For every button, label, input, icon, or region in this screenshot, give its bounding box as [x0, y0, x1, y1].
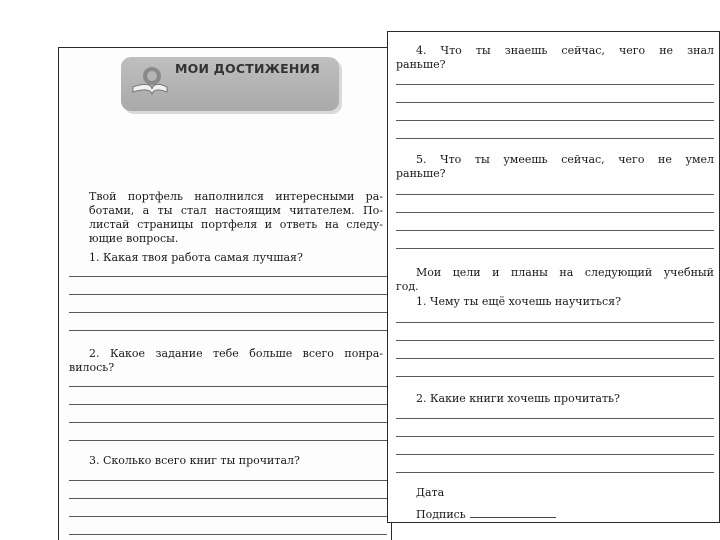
question-3: 3. Сколько всего книг ты прочитал?	[89, 454, 300, 467]
plan-question-2: 2. Какие книги хочешь прочитать?	[416, 392, 620, 405]
answer-line[interactable]	[396, 418, 714, 419]
answer-line[interactable]	[396, 340, 714, 341]
answer-line[interactable]	[396, 472, 714, 473]
answer-line[interactable]	[396, 436, 714, 437]
answer-line[interactable]	[396, 454, 714, 455]
signature-label: Подпись	[416, 508, 466, 521]
left-page	[58, 47, 392, 540]
question-1: 1. Какая твоя работа самая лучшая?	[89, 251, 303, 264]
signature-field[interactable]	[470, 507, 556, 518]
achievements-banner	[121, 57, 339, 111]
answer-line[interactable]	[396, 194, 714, 195]
intro-line-2: ботами, а ты стал настоящим читателем. По-	[89, 204, 383, 217]
question-2-line-2: вилось?	[69, 361, 115, 374]
banner-title: МОИ ДОСТИЖЕНИЯ	[175, 61, 320, 76]
answer-line[interactable]	[69, 480, 387, 481]
right-page	[387, 31, 720, 523]
answer-line[interactable]	[396, 248, 714, 249]
answer-line[interactable]	[69, 516, 387, 517]
plans-heading-line-1: Мои цели и планы на следующий учебный	[416, 266, 714, 279]
answer-line[interactable]	[69, 276, 387, 277]
answer-line[interactable]	[396, 358, 714, 359]
answer-line[interactable]	[69, 330, 387, 331]
answer-line[interactable]	[396, 322, 714, 323]
answer-line[interactable]	[396, 230, 714, 231]
answer-line[interactable]	[69, 534, 387, 535]
plans-heading-line-2: год.	[396, 280, 419, 293]
answer-line[interactable]	[396, 138, 714, 139]
answer-line[interactable]	[69, 422, 387, 423]
question-2-line-1: 2. Какое задание тебе больше всего понра-	[89, 347, 383, 360]
answer-line[interactable]	[69, 386, 387, 387]
answer-line[interactable]	[396, 120, 714, 121]
answer-line[interactable]	[396, 102, 714, 103]
date-label: Дата	[416, 486, 445, 499]
answer-line[interactable]	[69, 312, 387, 313]
answer-line[interactable]	[396, 212, 714, 213]
question-4-line-2: раньше?	[396, 58, 446, 71]
question-5-line-1: 5. Что ты умеешь сейчас, чего не умел	[416, 153, 714, 166]
answer-line[interactable]	[69, 294, 387, 295]
answer-line[interactable]	[396, 376, 714, 377]
plan-question-1: 1. Чему ты ещё хочешь научиться?	[416, 295, 621, 308]
answer-line[interactable]	[396, 84, 714, 85]
intro-line-4: ющие вопросы.	[89, 232, 179, 245]
question-5-line-2: раньше?	[396, 167, 446, 180]
open-book-icon	[131, 65, 169, 95]
intro-line-1: Твой портфель наполнился интересными ра-	[89, 190, 383, 203]
intro-line-3: листай страницы портфеля и ответь на следу-	[89, 218, 383, 231]
question-4-line-1: 4. Что ты знаешь сейчас, чего не знал	[416, 44, 714, 57]
answer-line[interactable]	[69, 404, 387, 405]
answer-line[interactable]	[69, 498, 387, 499]
signature-row	[416, 507, 556, 522]
answer-line[interactable]	[69, 440, 387, 441]
